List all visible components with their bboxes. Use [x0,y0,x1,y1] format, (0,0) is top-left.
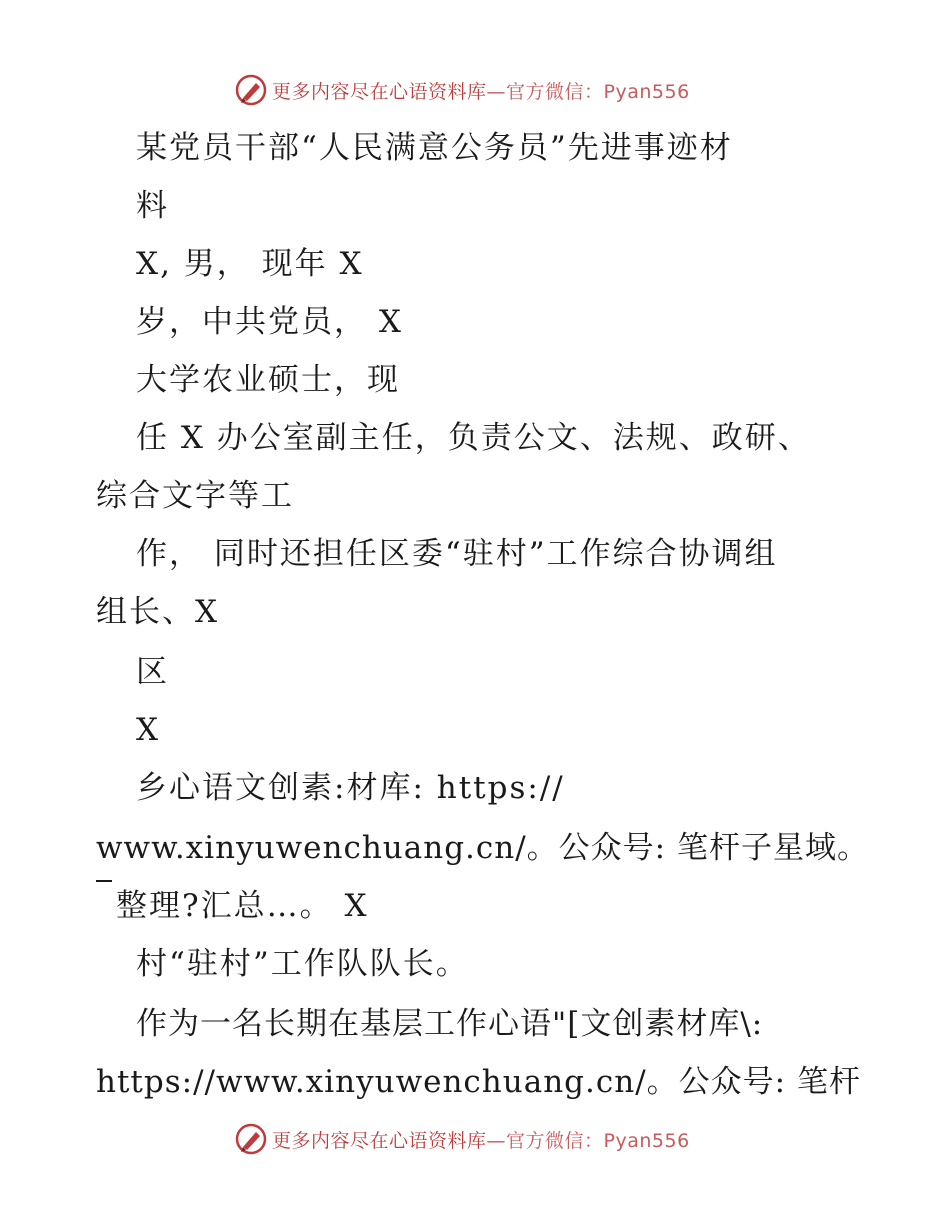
pen-logo-icon [234,1122,268,1156]
header-watermark-banner [234,72,690,108]
doc-line-16: 作为一名长期在基层工作心语"[文创素材库\: [136,1006,764,1042]
banner-text-rest: —官方微信：Pyan556 [486,80,690,103]
pen-logo-icon [234,73,268,107]
doc-line-12: 乡心语文创素:材库: https:// [136,770,565,806]
footer-watermark-banner [234,1121,690,1157]
banner-text [272,77,690,104]
doc-line-9: 组长、X [96,594,220,630]
doc-line-10: 区 [136,654,169,690]
doc-line-8: 作， 同时还担任区委“驻村”工作综合协调组 [136,536,778,572]
banner-text-rest: —官方微信：Pyan556 [486,1129,690,1152]
doc-line-13: www.xinyuwenchuang.cn/。公众号: 笔杆子星域。 [96,830,869,866]
doc-line-17: https://www.xinyuwenchuang.cn/。公众号: 笔杆 [96,1064,861,1100]
banner-text-main: 更多内容尽在心语资料库 [272,80,487,103]
doc-title-line-1: 某党员干部“人民满意公务员”先进事迹材 [136,130,733,166]
stray-mark [96,880,112,882]
doc-line-3: X, 男， 现年 X [136,246,364,282]
banner-text [272,1126,690,1153]
doc-title-line-2: 料 [136,188,169,224]
doc-line-4: 岁，中共党员， X [136,304,403,340]
doc-line-5: 大学农业硕士，现 [136,362,400,398]
doc-line-11: X [136,712,161,748]
banner-text-main: 更多内容尽在心语资料库 [272,1129,487,1152]
doc-line-15: 村“驻村”工作队队长。 [136,946,469,982]
doc-line-6: 任 X 办公室副主任，负责公文、法规、政研、 [136,420,811,456]
doc-line-14: 整理?汇总…。 X [116,888,369,924]
doc-line-7: 综合文字等工 [96,478,294,514]
